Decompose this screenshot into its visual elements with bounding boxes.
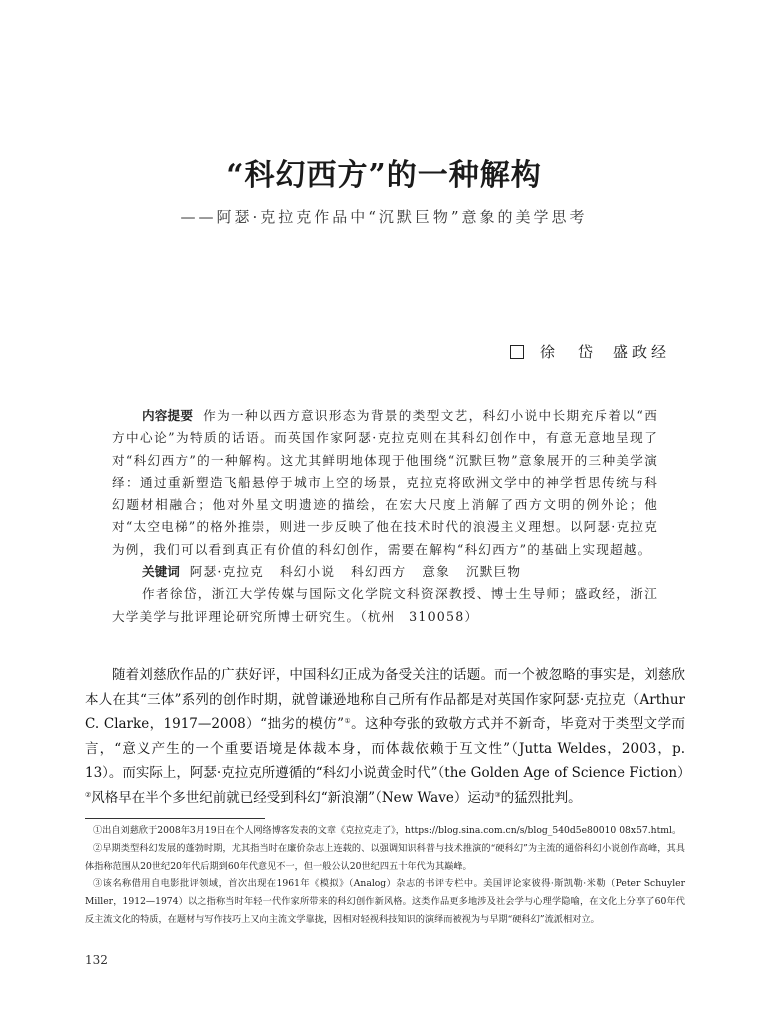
abstract-label: 内容提要 [142,408,194,423]
keyword: 阿瑟·克拉克 [189,564,264,580]
footnote: ②早期类型科幻发展的蓬勃时期，尤其指当时在廉价杂志上连载的、以强调知识科普与技术推演的“硬科幻”为主流的通俗科幻小说创作高峰，其具体指称范围从20世纪20年代后期到60年代意见不一，但一般公认20世纪四五十年代为其巅峰。 [85,842,685,872]
body-text-segment: 随着刘慈欣作品的广获好评，中国科幻正成为备受关注的话题。而一个被忽略的事实是，刘慈欣本人在其“三体”系列的创作时期，就曾谦逊地称自己所有作品都是对英国作家阿瑟·克拉克（Arthur C. Clarke，1917—2008）“拙劣的模仿” [85,667,685,733]
footnotes [85,822,685,929]
body-text [85,663,691,811]
keyword: 意象 [422,564,450,580]
page-number: 132 [85,953,108,967]
author-first: 徐 岱 [539,343,597,361]
keywords-label: 关键词 [142,564,180,580]
author-second: 盛政经 [612,343,670,361]
body-text-segment: 的猛烈批判。 [500,789,582,806]
keyword: 沉默巨物 [465,564,522,580]
body-paragraph [85,663,691,811]
footnote-ref[interactable]: ③ [494,790,501,799]
body-text-segment: 风格早在半个多世纪前就已经受到科幻“新浪潮”（New Wave）运动 [91,789,495,806]
keywords-line [112,561,658,583]
author-info: 作者徐岱，浙江大学传媒与国际文化学院文科资深教授、博士生导师；盛政经，浙江大学美学与批评理论研究所博士研究生。（杭州 310058） [112,586,658,624]
footnote-divider [85,818,265,819]
article-subtitle: ——阿瑟·克拉克作品中“沉默巨物”意象的美学思考 [180,208,588,226]
abstract-block [112,405,658,628]
footnote-ref[interactable]: ① [344,717,352,726]
body-text-segment: 。这种夸张的致敬方式并不新奇，毕竟对于类型文学而言，“意义产生的一个重要语境是体裁本身，而体裁依赖于互文性”（Jutta Weldes，2003，p. 13）。而实际上，阿瑟·克拉克所遵循的“科幻小说黄金时代”（the Golden Age of Science Fiction） [85,716,691,782]
footnote-ref[interactable]: ② [85,790,92,799]
footnote: ①出自刘慈欣于2008年3月19日在个人网络博客发表的文章《克拉克走了》，https://blog.sina.com.cn/s/blog_540d5e80010 08x57.html。 [93,825,682,836]
author-line [510,341,670,362]
article-title: “科幻西方”的一种解构 [226,158,542,193]
abstract-text: 作为一种以西方意识形态为背景的类型文艺，科幻小说中长期充斥着以“西方中心论”为特质的话语。而英国作家阿瑟·克拉克则在其科幻创作中，有意无意地呈现了对“科幻西方”的一种解构。这尤其鲜明地体现于他围绕“沉默巨物”意象展开的三种美学演绎：通过重新塑造飞船悬停于城市上空的场景，克拉克将欧洲文学中的神学哲思传统与科幻题材相融合；他对外星文明遗迹的描绘，在宏大尺度上消解了西方文明的例外论；他对“太空电梯”的格外推崇，则进一步反映了他在技术时代的浪漫主义理想。以阿瑟·克拉克为例，我们可以看到真正有价值的科幻创作，需要在解构“科幻西方”的基础上实现超越。 [112,408,658,557]
checkbox-square-icon [510,345,524,359]
keyword: 科幻西方 [351,564,407,580]
footnote: ③该名称借用自电影批评领域，首次出现在1961年《模拟》（Analog）杂志的书评专栏中。美国评论家彼得·斯凯勒·米勒（Peter Schuyler Miller，1912—1974）以之指称当时年轻一代作家所带来的科幻创作新风格。这类作品更多地涉及社会学与心理学隐喻，在文化上分享了60年代反主流文化的特质，在题材与写作技巧上又向主流文学靠拢，因相对轻视科技知识的演绎而被视为与早期“硬科幻”流派相对立。 [85,878,685,925]
abstract-paragraph [112,405,658,561]
keyword: 科幻小说 [279,564,336,580]
